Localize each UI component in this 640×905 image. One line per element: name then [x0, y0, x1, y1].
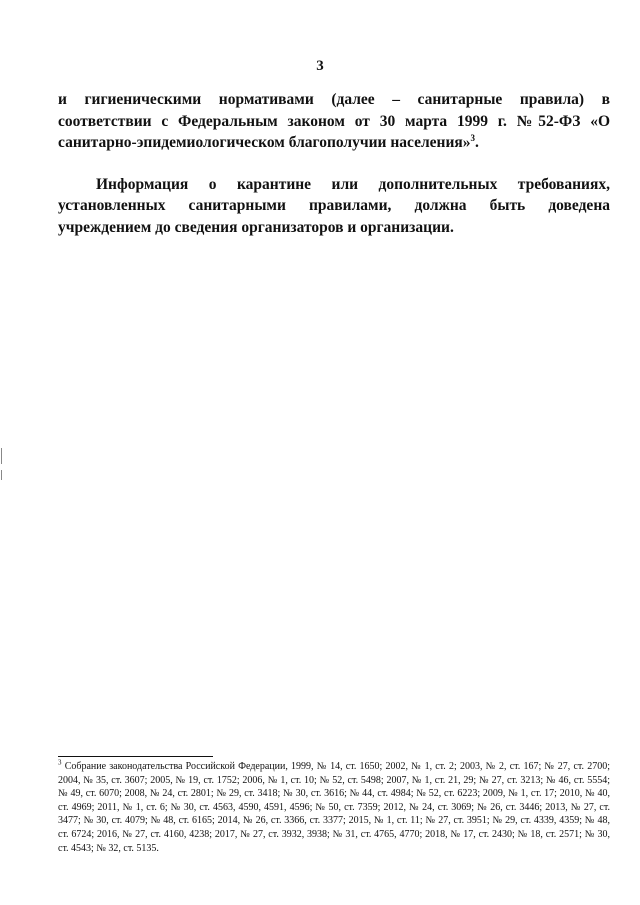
paragraph-2: Информация о карантине или дополнительных требованиях, установленных санитарными правилами, должна быть доведена учреждением до сведения организаторов и организации.	[58, 175, 610, 236]
body-text	[58, 89, 610, 238]
footnote-separator	[58, 756, 213, 757]
paragraph-1-tail: .	[475, 134, 479, 151]
footnote	[58, 760, 610, 855]
footnote-marker: 3	[58, 758, 62, 767]
scan-edge-mark	[1, 448, 2, 464]
scan-edge-mark	[1, 470, 2, 480]
footnote-text: Собрание законодательства Российской Федерации, 1999, № 14, ст. 1650; 2002, № 1, ст. 2; 2003, № 2, ст. 167; № 27, ст. 2700; 2004, № 35, ст. 3607; 2005, № 19, ст. 1752; 2006, № 1, ст. 10; № 52, ст. 5498; 2007, № 1, ст. 21, 29; № 27, ст. 3213; № 46, ст. 5554; № 49, ст. 6070; 2008, № 24, ст. 2801; № 29, ст. 3418; № 30, ст. 3616; № 44, ст. 4984; № 52, ст. 6223; 2009, № 1, ст. 17; 2010, № 40, ст. 4969; 2011, № 1, ст. 6; № 30, ст. 4563, 4590, 4591, 4596; № 50, ст. 7359; 2012, № 24, ст. 3069; № 26, ст. 3446; 2013, № 27, ст. 3477; № 30, ст. 4079; № 48, ст. 6165; 2014, № 26, ст. 3366, ст. 3377; 2015, № 1, ст. 11; № 27, ст. 3951; № 29, ст. 4339, 4359; № 48, ст. 6724; 2016, № 27, ст. 4160, 4238; 2017, № 27, ст. 3932, 3938; № 31, ст. 4765, 4770; 2018, № 17, ст. 2430; № 18, ст. 2571; № 30, ст. 4543; № 32, ст. 5135.	[58, 761, 610, 854]
paragraph-1	[58, 89, 610, 154]
footnote-reference: 3	[470, 132, 476, 143]
paragraph-1-text: и гигиеническими нормативами (далее – санитарные правила) в соответствии с Федеральным законом от 30 марта 1999 г. №52-ФЗ «О санитарно-эпидемиологическом благополучии населения»	[58, 91, 610, 151]
page-number: 3	[316, 58, 324, 74]
